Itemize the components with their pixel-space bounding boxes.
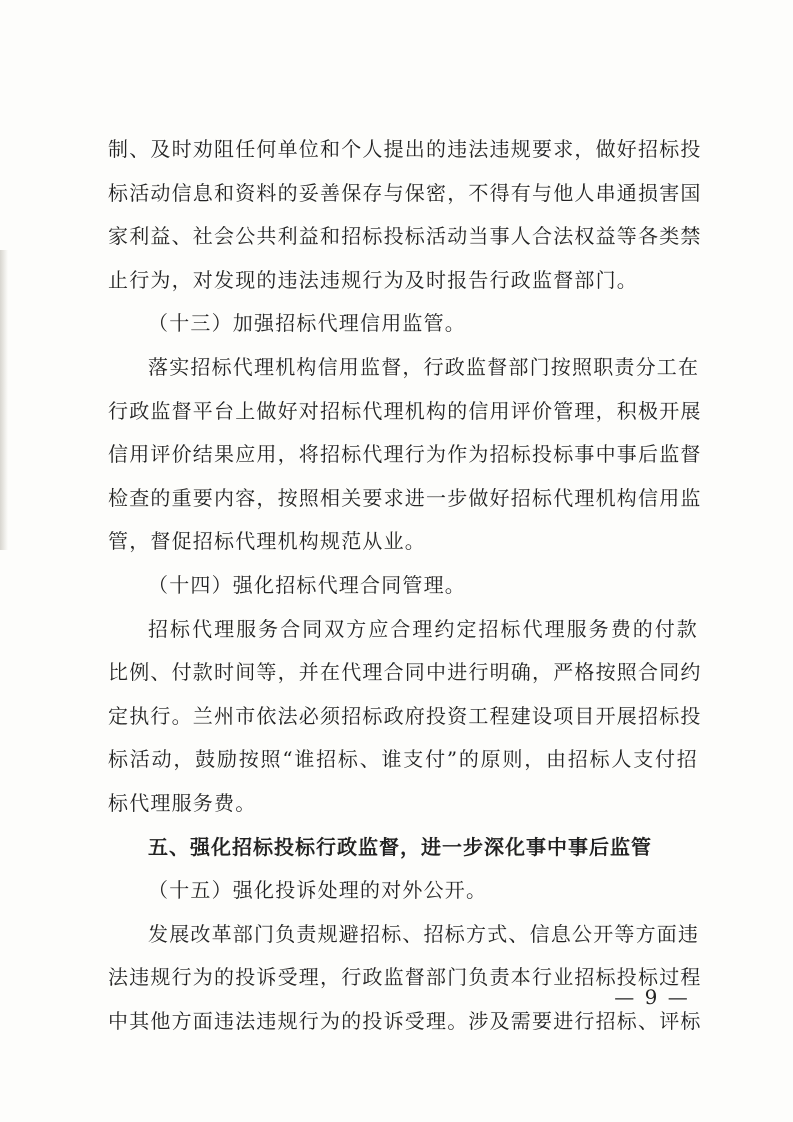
page-number: — 9 — [614, 985, 690, 1009]
paragraph-line: 行政监督平台上做好对招标代理机构的信用评价管理，积极开展 [108, 398, 702, 423]
body-text [108, 128, 702, 1043]
paragraph-line: 标活动，鼓励按照“谁招标、谁支付”的原则，由招标人支付招 [108, 747, 698, 772]
paragraph-line: 信用评价结果应用，将招标代理行为作为招标投标事中事后监督 [108, 442, 702, 467]
paragraph-line: 法违规行为的投诉受理，行政监督部门负责本行业招标投标过程 [108, 965, 702, 990]
section-heading-14: （十四）强化招标代理合同管理。 [148, 572, 466, 597]
paragraph-line: 招标代理服务合同双方应合理约定招标代理服务费的付款 [148, 616, 698, 641]
section-heading-13: （十三）加强招标代理信用监管。 [148, 311, 466, 336]
chapter-heading-5: 五、强化招标投标行政监督，进一步深化事中事后监管 [148, 834, 652, 859]
paragraph-line: 标活动信息和资料的妥善保存与保密，不得有与他人串通损害国 [108, 180, 702, 205]
paragraph-line: 制、及时劝阻任何单位和个人提出的违法违规要求，做好招标投 [108, 137, 702, 161]
paragraph-line: 止行为，对发现的违法违规行为及时报告行政监督部门。 [108, 267, 638, 292]
paragraph-line: 标代理服务费。 [108, 790, 257, 815]
scan-edge-shadow [0, 250, 8, 550]
paragraph-line: 定执行。兰州市依法必须招标政府投资工程建设项目开展招标投 [108, 703, 702, 728]
section-heading-15: （十五）强化投诉处理的对外公开。 [148, 878, 488, 903]
paragraph-line: 发展改革部门负责规避招标、招标方式、信息公开等方面违 [148, 921, 700, 946]
paragraph-line: 家利益、社会公共利益和招标投标活动当事人合法权益等各类禁 [108, 224, 702, 249]
paragraph-line: 比例、付款时间等，并在代理合同中进行明确，严格按照合同约 [108, 660, 702, 685]
paragraph-line: 检查的重要内容，按照相关要求进一步做好招标代理机构信用监 [108, 485, 702, 510]
paragraph-line: 管，督促招标代理机构规范从业。 [108, 529, 426, 554]
paragraph-line: 落实招标代理机构信用监督，行政监督部门按照职责分工在 [148, 354, 700, 379]
paragraph-line: 中其他方面违法违规行为的投诉受理。涉及需要进行招标、评标 [108, 1008, 702, 1033]
